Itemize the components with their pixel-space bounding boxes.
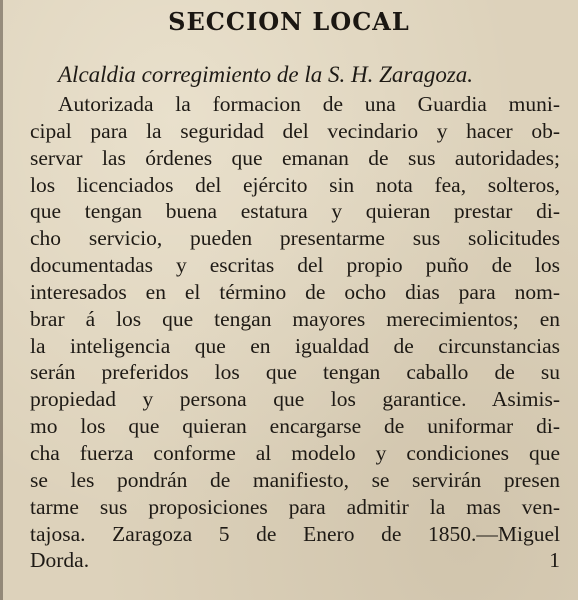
article-line: cho servicio, pueden presentarme sus solicitudes bbox=[30, 226, 560, 251]
article-line: interesados en el término de ocho dias para nom- bbox=[30, 279, 560, 304]
article-subtitle: Alcaldia corregimiento de la S. H. Zaragoza. bbox=[58, 62, 474, 87]
article-line: tajosa. Zaragoza 5 de Enero de 1850.—Miguel bbox=[30, 521, 560, 546]
article-line: cipal para la seguridad del vecindario y hacer ob- bbox=[30, 118, 560, 143]
insertion-marker: 1 bbox=[549, 548, 560, 573]
article-line: mo los que quieran encargarse de uniformar di- bbox=[30, 414, 560, 439]
article-line: cha fuerza conforme al modelo y condiciones que bbox=[30, 440, 560, 465]
article-line: serán preferidos los que tengan caballo de su bbox=[30, 360, 560, 385]
signature-surname: Dorda. bbox=[30, 548, 90, 573]
article-line: que tengan buena estatura y quieran prestar di- bbox=[30, 199, 560, 224]
article-line: documentadas y escritas del propio puño de los bbox=[30, 253, 560, 278]
article-line: se les pondrán de manifiesto, se servirán presen bbox=[30, 467, 560, 492]
section-title: SECCION LOCAL bbox=[168, 7, 410, 36]
article-line: servar las órdenes que emanan de sus autoridades; bbox=[30, 145, 560, 170]
article-line: Autorizada la formacion de una Guardia muni- bbox=[58, 92, 560, 116]
article-line: la inteligencia que en igualdad de circunstancias bbox=[30, 333, 560, 358]
article-line: brar á los que tengan mayores merecimientos; en bbox=[30, 306, 560, 331]
article-final-line bbox=[30, 547, 560, 574]
article-line: los licenciados del ejército sin nota fea, solteros, bbox=[30, 172, 560, 197]
article-line: propiedad y persona que los garantice. Asimis- bbox=[30, 387, 560, 412]
article-body bbox=[30, 91, 560, 574]
article-line: tarme sus proposiciones para admitir la mas ven- bbox=[30, 494, 560, 519]
